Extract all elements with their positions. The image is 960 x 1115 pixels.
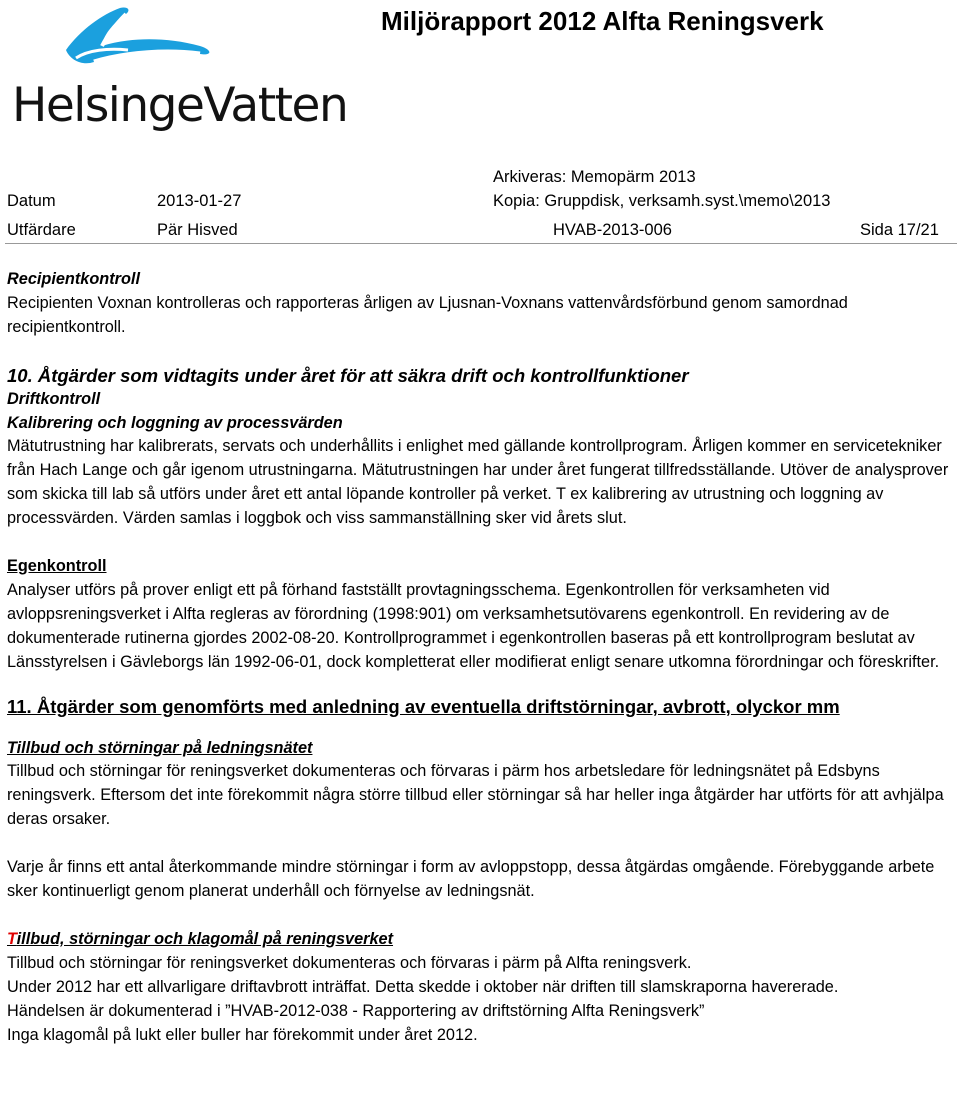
egenkontroll-text: Analyser utförs på prover enligt ett på förhand fastställt provtagningsschema. Egenkontrollen för verksamheten vid avloppsreningsverket i Alfta regleras av förordning (1998:901) om verksamhetsutövarens egenkontroll. En revidering av de dokumenterade rutinerna gjordes 2002-08-20. Kontrollprogrammet i egenkontrollen baseras på ett kontrollprogram beslutat av Länsstyrelsen i Gävleborgs län 1992-06-01, dock kompletterat eller modifierat enligt senare utkomna förordningar och föreskrifter. (7, 580, 940, 671)
issuer-label: Utfärdare (7, 221, 76, 239)
ledningsnat-heading: Tillbud och störningar på ledningsnätet (7, 738, 313, 757)
copy-note: Kopia: Gruppdisk, verksamh.syst.\memo\2013 (493, 192, 831, 210)
helsingevatten-logo (8, 0, 348, 145)
driftkontroll-heading: Driftkontroll (7, 389, 101, 408)
document-id: HVAB-2013-006 (553, 221, 672, 239)
driftkontroll-text: Mätutrustning har kalibrerats, servats och underhållits i enlighet med gällande kontrollprogram. Årligen kommer en servicetekniker från Hach Lange och går igenom utrustningarna. Mätutrustningen har under året fungerat tillfredsställande. Utöver de analysprover som skicka till lab så utförs under året ett antal löpande kontroller på verket. T ex kalibrering av utrustning och loggning av processvärden. Värden samlas i loggbok och viss sammanställning sker vid årets slut. (7, 437, 949, 528)
header-divider (5, 243, 957, 244)
ledningsnat-text-2: Varje år finns ett antal återkommande mindre störningar i form av avloppstopp, dessa åtgärdas omgående. Förebyggande arbete sker kontinuerligt genom planerat underhåll och förnyelse av ledningsnät. (7, 858, 935, 901)
reningsverk-line-1: Tillbud och störningar för reningsverket dokumenteras och förvaras i pärm på Alfta reningsverk. (7, 953, 692, 972)
reningsverk-line-3: Händelsen är dokumenterad i ”HVAB-2012-038 - Rapportering av driftstörning Alfta Reningsverk” (7, 1001, 705, 1020)
bird-wing-icon (8, 0, 338, 90)
kalibrering-heading: Kalibrering och loggning av processvärden (7, 413, 343, 432)
reningsverk-heading-rest: illbud, störningar och klagomål på reningsverket (16, 929, 394, 948)
reningsverk-line-2: Under 2012 har ett allvarligare driftavbrott inträffat. Detta skedde i oktober när driften till slamskraporna havererade. (7, 977, 839, 996)
date-label: Datum (7, 192, 56, 210)
egenkontroll-heading: Egenkontroll (7, 557, 107, 576)
date-value: 2013-01-27 (157, 192, 242, 210)
recipient-text: Recipienten Voxnan kontrolleras och rapporteras årligen av Ljusnan-Voxnans vattenvårdsförbund genom samordnad recipientkontroll. (7, 293, 848, 336)
recipient-heading: Recipientkontroll (7, 270, 140, 288)
reningsverk-heading-initial: T (7, 929, 17, 948)
reningsverk-heading (7, 928, 955, 952)
ledningsnat-text: Tillbud och störningar för reningsverket dokumenteras och förvaras i pärm hos arbetsledare för ledningsnätet på Edsbyns reningsverk. Eftersom det inte förekommit några större tillbud eller störningar så har heller inga åtgärder har utförts för att avhjälpa deras orsaker. (7, 762, 944, 829)
issuer-value: Pär Hisved (157, 221, 238, 239)
document-body (7, 268, 955, 1047)
section-11-heading: 11. Åtgärder som genomförts med anledning av eventuella driftstörningar, avbrott, olyckor mm (7, 695, 840, 717)
reningsverk-line-4: Inga klagomål på lukt eller buller har förekommit under året 2012. (7, 1025, 478, 1044)
document-title: Miljörapport 2012 Alfta Reningsverk (381, 6, 824, 36)
page-number: Sida 17/21 (860, 221, 939, 239)
archive-note: Arkiveras: Memopärm 2013 (493, 168, 696, 186)
section-10-heading: 10. Åtgärder som vidtagits under året för att säkra drift och kontrollfunktioner (7, 364, 689, 386)
logo-wordmark: HelsingeVatten (12, 78, 348, 133)
